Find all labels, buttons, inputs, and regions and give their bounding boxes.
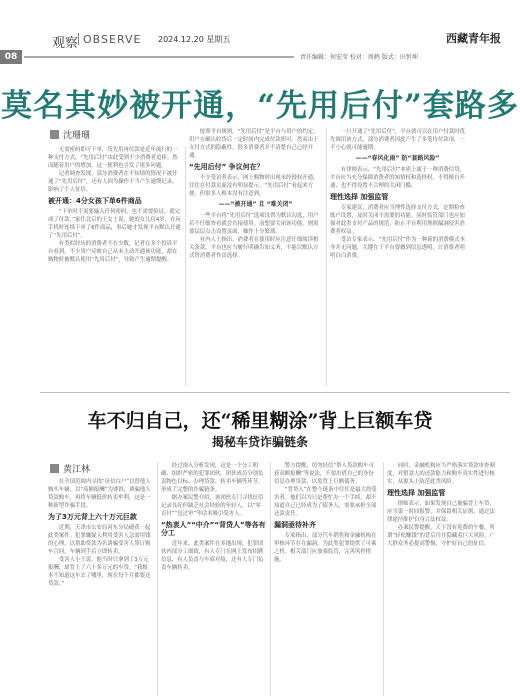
article1-column-2 — [189, 128, 322, 388]
article1-byline — [50, 128, 90, 141]
subheading: 被开通：4分女孩下单6件商品 — [48, 197, 142, 205]
header-rule — [24, 56, 294, 58]
paragraph: 记者调查发现，部分消费者在不知情的情况下被开通了“先用后付”，还有人因为操作不当产生逾期记录，影响了个人征信。 — [48, 171, 178, 193]
column-divider — [157, 462, 158, 696]
column-divider — [185, 146, 186, 386]
subheading: 为了3万元背上六十万元巨款 — [48, 513, 137, 521]
paragraph: 有类似经历的消费者不在少数。记者在多个投诉平台看到，不少用户反映自己从未主动开通该功能，却在购物时被默认使用“先用后付”，导致产生逾期提醒。 — [48, 241, 178, 263]
paragraph: 有律师表示，“先用后付”本质上属于一种消费信贷，平台应当充分保障消费者的知情权和选择权，不得擅自开通，也不得设置不合理的关闭门槛。 — [330, 167, 465, 189]
subheading: “先用后付” 争议何在？ — [189, 163, 264, 171]
article-separator — [40, 392, 510, 393]
subheading: 理性选择 加强监管 — [387, 489, 446, 497]
paragraph: 受害人小王说，他当时只拿到了3万元报酬，却背上了六十多万元的车贷。“我根本不知道这车去了哪里，现在每个月都要还贷款。” — [48, 557, 151, 587]
column-divider — [270, 462, 271, 696]
article2-column-1 — [48, 478, 153, 696]
paragraph: 办案民警提醒，天下没有免费的午餐，所谓“轻松赚钱”的背后往往隐藏着巨大风险，广大群众务必提高警惕，守护好自己的征信。 — [387, 525, 496, 547]
subheading: “热衷人”“中介”“背贷人”等各有分工 — [161, 521, 266, 537]
paragraph: 律师表示，如果发现自己被骗背上车贷，应当第一时间报警，并保留相关证据，通过法律途径维护自身合法权益。 — [387, 501, 495, 523]
paragraph: 同时，金融机构应当严格落实贷款审查制度，对借款人的还款能力和购车真实性进行核实，从源头上防范此类风险。 — [387, 463, 495, 485]
article2-title: 车不归自己，还“稀里糊涂”背上巨额车贷 — [87, 410, 433, 432]
issue-date: 2024.12.20 星期五 — [158, 35, 231, 44]
paragraph: 据办案民警介绍，该团伙专门寻找征信记录良好但缺乏社会经验的年轻人，以“零首付”“包过审”等话术吸引受害人。 — [161, 495, 264, 517]
article1-author: 沈珊珊 — [63, 131, 91, 141]
author-marker-icon — [50, 464, 59, 473]
pull-quote: ——“春风化雨” 防“套路风险” — [355, 155, 440, 162]
article2-column-3 — [274, 462, 379, 696]
header-divider — [78, 33, 79, 45]
paragraph: 业内人士指出，消费者在使用时应注意仔细阅读相关条款，平台也应当履行明确告知义务，不能以默认方式替消费者作出选择。 — [189, 237, 319, 259]
paragraph: 受访专家表示，“先用后付”作为一种新的消费模式本身并无问题，关键在于平台要做到信息透明，让消费者明明白白消费。 — [330, 237, 465, 259]
article2-subtitle: 揭秘车贷诈骗链条 — [211, 435, 308, 449]
article1-column-1 — [48, 146, 181, 388]
paragraph: 专家建议，消费者应当理性选择支付方式，定期检查账户设置，及时关闭不需要的功能。同时监管部门也应加强对此类支付产品的规范，防止平台利用规则漏洞侵害消费者权益。 — [330, 205, 465, 235]
paragraph: 一旦开通了“先用后付”，平台就可以在用户付款时优先调用该方式，部分消费者因此产生了多笔待付款项，一不小心就可能逾期。 — [330, 129, 465, 151]
paragraph: 无需密码即可下单，货先用再付款是近年流行的一种支付方式，“先用后付”由此受到不少消费者追捧。然而随着用户的增加，这一便利也引发了诸多问题。 — [48, 147, 178, 169]
article2-author: 黄江林 — [63, 465, 91, 475]
column-divider — [383, 462, 384, 696]
article1-title: 莫名其妙被开通，“先用后付”套路多 — [1, 88, 519, 124]
subheading: 理性选择 加强监管 — [330, 193, 389, 201]
paragraph: 警方提醒，切勿轻信“帮人贷款购车可获高额报酬”等说法，不要出借自己的身份信息办理贷款，以免背上巨额债务。 — [274, 463, 374, 485]
pull-quote: ——“被开通” 且 “难关闭” — [218, 201, 293, 208]
paragraph: 在全国范围内寻找“征信白户”以替他人购买车辆，以“高额报酬”为诱饵，诱骗他人贷款购车，再将车辆低价转卖牟利，这是一种新型诈骗手段。 — [48, 479, 151, 509]
paragraph: “背贷人”在整个链条中往往是最大的受害者。他们以为只是帮忙办一个手续，却不知道自己已经成为了债务人，需要承担全部还款责任。 — [274, 487, 377, 517]
article1-column-3 — [330, 128, 465, 388]
paragraph: 按照平台规则，“先用后付”是平台与用户的约定，用户在确认收货后一定时间内完成付款即可。然而由于支付方式的隐蔽性，很多消费者并不清楚自己已经开通。 — [189, 129, 319, 159]
paragraph: 专家指出，部分汽车销售和金融机构在审核环节存在漏洞，为此类犯罪提供了可乘之机。相关部门应加强监管，完善风控措施。 — [274, 533, 377, 563]
page-header — [0, 0, 520, 68]
section-name: 观察 — [52, 36, 79, 51]
article2-byline — [50, 462, 90, 475]
article2-column-4 — [387, 462, 499, 696]
paragraph: 一些平台将“先用后付”选项设置为默认勾选，用户若不仔细查看就会直接使用。而想要关闭该功能，则需要层层点击设置页面，操作十分繁琐。 — [189, 213, 319, 235]
author-marker-icon — [50, 130, 59, 139]
section-name-en: OBSERVE — [83, 33, 142, 46]
editor-credits: 责任编辑：何宏莹 校对：周鹤 版式：田恒坤 — [300, 54, 418, 61]
page-number: 08 — [0, 50, 22, 64]
paragraph: 不少受访者表示，网上购物时出现未经授权开通，往往在付款页面没有明显提示。“先用后付”看起来方便，但很多人根本没有注意到。 — [189, 175, 319, 197]
article2-column-2 — [161, 462, 266, 696]
column-divider — [326, 128, 327, 386]
paragraph: 近期，天津市公安局河东分局破获一起此类案件。犯罪嫌疑人利用受害人急需用钱的心理，以帮助贷款为名诱骗受害人签订购车合同，车辆到手后立即转卖。 — [48, 525, 151, 555]
subheading: 漏洞亟待补齐 — [274, 521, 316, 529]
paragraph: 近年来，此类案件在多地出现。犯罪团伙内部分工细致，有人专门在网上发布招聘信息，有人负责与车商对接，还有人专门负责车辆转卖。 — [161, 541, 264, 571]
newspaper-name: 西藏青年报 — [446, 32, 501, 45]
paragraph: “下单时不需要输入任何密码，也不需要验证，就完成了付款。”家住北京的王女士说，她的女儿仅4岁，在玩手机时连续下单了6件商品，事后她才发现平台默认开通了“先用后付”。 — [48, 209, 181, 239]
paragraph: 经过深入分析发现，这是一个分工明确、组织严密的犯罪团伙。团伙成员分别负责物色目标、办理贷款、转卖车辆等环节，形成了完整的诈骗链条。 — [161, 463, 264, 493]
